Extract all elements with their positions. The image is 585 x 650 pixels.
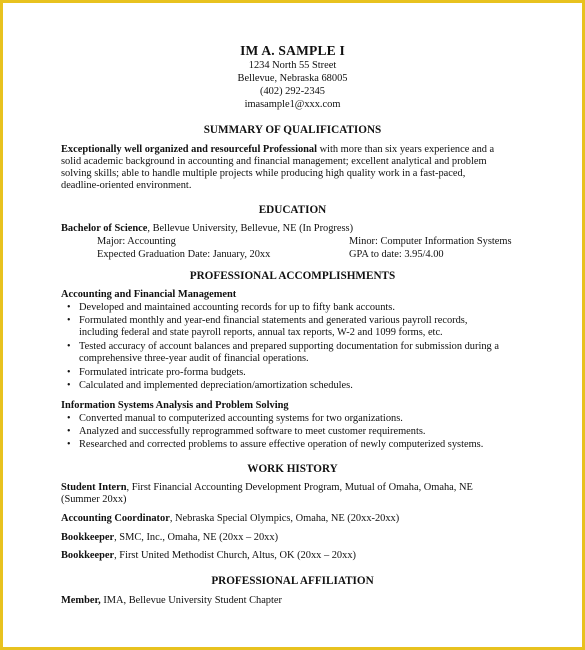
job-title: Accounting Coordinator bbox=[61, 513, 170, 524]
accomplishment-item-continued: comprehensive three-year audit of financial operations. bbox=[79, 353, 309, 364]
gpa-line: GPA to date: 3.95/4.00 bbox=[349, 249, 444, 260]
accomplishment-item: Converted manual to computerized accounting systems for two organizations. bbox=[79, 413, 403, 424]
summary-line-1 bbox=[61, 144, 494, 156]
email-address: imasample1@xxx.com bbox=[244, 99, 341, 110]
job-details: , First Financial Accounting Development Program, Mutual of Omaha, Omaha, NE bbox=[126, 482, 473, 493]
address-line-2: Bellevue, Nebraska 68005 bbox=[237, 73, 348, 84]
job-title: Bookkeeper bbox=[61, 532, 115, 543]
job-entry-1-dates: (Summer 20xx) bbox=[61, 494, 127, 505]
job-entry-2 bbox=[61, 513, 399, 525]
bullet-icon: • bbox=[67, 315, 71, 326]
accomplishment-item: Researched and corrected problems to assure effective operation of newly computerized systems. bbox=[79, 439, 484, 450]
summary-line-2: solid academic background in accounting and financial management; excellent analytical and problem bbox=[61, 156, 487, 167]
membership-line bbox=[61, 595, 282, 607]
member-label: Member, bbox=[61, 595, 101, 606]
accomplishments-heading: PROFESSIONAL ACCOMPLISHMENTS bbox=[189, 270, 396, 282]
accomplishment-item: Formulated monthly and year-end financial statements and generated various payroll records, bbox=[79, 315, 468, 326]
job-details: , First United Methodist Church, Altus, OK (20xx – 20xx) bbox=[114, 550, 356, 561]
bullet-icon: • bbox=[67, 380, 71, 391]
summary-line-4: deadline-oriented environment. bbox=[61, 180, 192, 191]
systems-group-title bbox=[61, 400, 289, 412]
address-line-1: 1234 North 55 Street bbox=[248, 60, 337, 71]
degree-line bbox=[61, 223, 353, 235]
job-details: , SMC, Inc., Omaha, NE (20xx – 20xx) bbox=[114, 532, 279, 543]
affiliation-heading: PROFESSIONAL AFFILIATION bbox=[211, 575, 374, 587]
summary-line-1-rest: with more than six years experience and a bbox=[317, 144, 495, 155]
membership-details: IMA, Bellevue University Student Chapter bbox=[100, 595, 282, 606]
job-details: , Nebraska Special Olympics, Omaha, NE (20xx-20xx) bbox=[169, 513, 400, 524]
bullet-icon: • bbox=[67, 341, 71, 352]
degree-details: , Bellevue University, Bellevue, NE (In Progress) bbox=[147, 223, 354, 234]
work-history-heading: WORK HISTORY bbox=[247, 463, 338, 475]
accomplishment-item: Calculated and implemented depreciation/amortization schedules. bbox=[79, 380, 353, 391]
summary-bold-lead: Exceptionally well organized and resourceful Professional bbox=[61, 144, 318, 155]
accomplishment-item-continued: including federal and state payroll reports, annual tax reports, W-2 and 1099 forms, etc. bbox=[79, 327, 443, 338]
job-title: Student Intern bbox=[61, 482, 127, 493]
accomplishment-item: Analyzed and successfully reprogrammed software to meet customer requirements. bbox=[79, 426, 426, 437]
accomplishment-item: Tested accuracy of account balances and prepared supporting documentation for submission during a bbox=[79, 341, 499, 352]
summary-line-3: solving skills; able to handle multiple projects while producing high quality work in a fast-paced, bbox=[61, 168, 466, 179]
major-line: Major: Accounting bbox=[97, 236, 176, 247]
job-entry-1 bbox=[61, 482, 473, 494]
bullet-icon: • bbox=[67, 439, 71, 450]
job-entry-4 bbox=[61, 550, 356, 562]
job-title: Bookkeeper bbox=[61, 550, 115, 561]
resume-page bbox=[3, 3, 582, 647]
applicant-name: IM A. SAMPLE I bbox=[240, 43, 345, 58]
phone-number: (402) 292-2345 bbox=[260, 86, 325, 97]
job-entry-3 bbox=[61, 532, 278, 544]
bullet-icon: • bbox=[67, 302, 71, 313]
bullet-icon: • bbox=[67, 367, 71, 378]
accomplishment-item: Developed and maintained accounting records for up to fifty bank accounts. bbox=[79, 302, 395, 313]
accounting-group-title-text: Accounting and Financial Management bbox=[61, 289, 237, 300]
minor-line: Minor: Computer Information Systems bbox=[349, 236, 512, 247]
bullet-icon: • bbox=[67, 413, 71, 424]
systems-group-title-text: Information Systems Analysis and Problem Solving bbox=[61, 400, 289, 411]
accounting-group-title bbox=[61, 289, 236, 301]
bullet-icon: • bbox=[67, 426, 71, 437]
degree-name: Bachelor of Science bbox=[61, 223, 148, 234]
accomplishment-item: Formulated intricate pro-forma budgets. bbox=[79, 367, 246, 378]
summary-heading: SUMMARY OF QUALIFICATIONS bbox=[203, 124, 382, 136]
education-heading: EDUCATION bbox=[258, 204, 327, 216]
graduation-line: Expected Graduation Date: January, 20xx bbox=[97, 249, 271, 260]
